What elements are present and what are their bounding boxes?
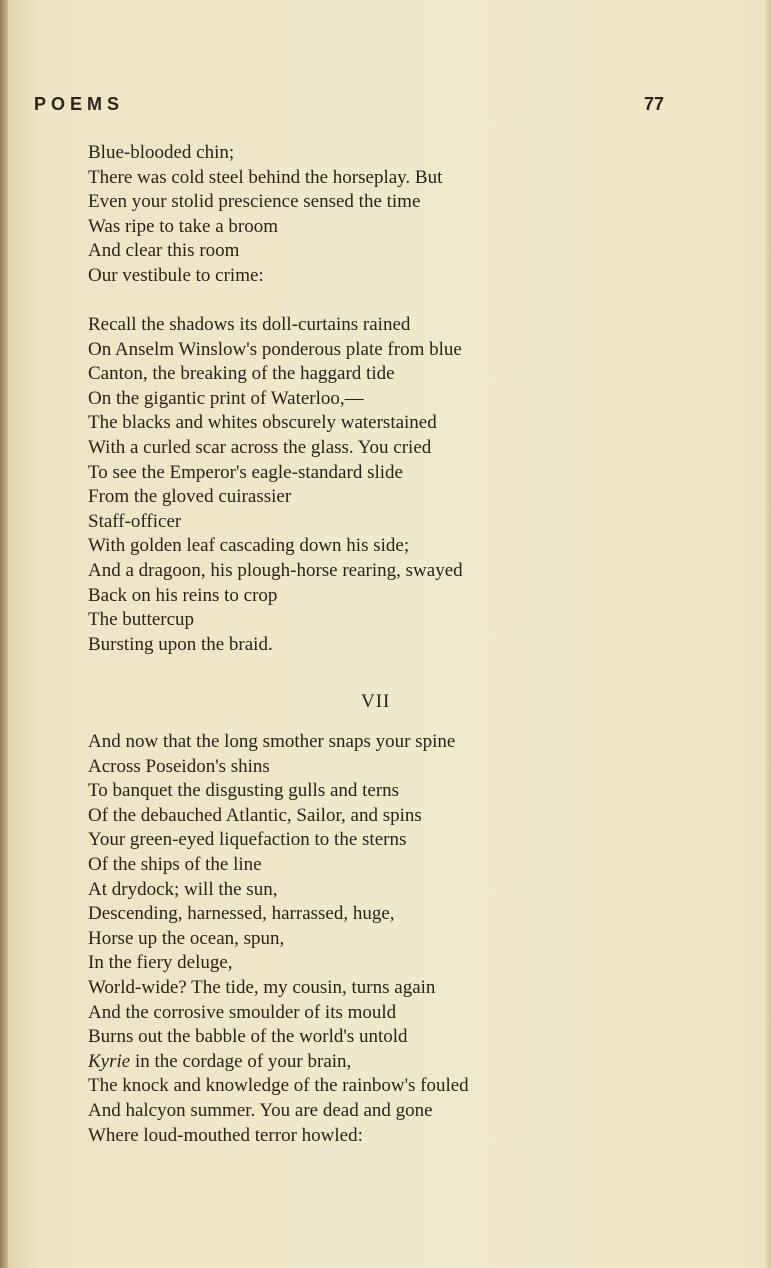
poem-line: Of the ships of the line (88, 853, 262, 875)
poem-line: With golden leaf cascading down his side; (88, 535, 410, 557)
section-numeral: VII (361, 691, 391, 712)
poem-line: Even your stolid prescience sensed the time (88, 191, 421, 213)
poem-line: Bursting upon the braid. (88, 633, 273, 655)
stanza (88, 141, 442, 289)
poem-line: Burns out the babble of the world's untold (88, 1026, 408, 1048)
poem-line: On Anselm Winslow's ponderous plate from blue (88, 338, 462, 360)
poem-line: Staff-officer (88, 510, 182, 532)
poem-line: With a curled scar across the glass. You cried (88, 436, 432, 458)
running-head: POEMS (34, 94, 125, 114)
poem-line: The knock and knowledge of the rainbow's fouled (88, 1075, 469, 1097)
line-text: in the cordage of your brain, (130, 1050, 352, 1072)
poem-line: Descending, harnessed, harrassed, huge, (88, 903, 395, 925)
poem-line: And clear this room (88, 240, 240, 262)
poem-line: Of the debauched Atlantic, Sailor, and spins (88, 804, 422, 826)
page-number: 77 (644, 94, 665, 114)
poem-line: The blacks and whites obscurely waterstained (88, 412, 437, 434)
poem-line: To banquet the disgusting gulls and terns (88, 780, 400, 802)
poem-line: The buttercup (88, 609, 195, 631)
poem-line: From the gloved cuirassier (88, 486, 292, 508)
poem-line: Back on his reins to crop (88, 584, 278, 606)
poem-line: To see the Emperor's eagle-standard slide (88, 461, 403, 483)
poem-line: And the corrosive smoulder of its mould (88, 1001, 397, 1023)
poem-line: And now that the long smother snaps your spine (88, 731, 456, 752)
poem-line: Horse up the ocean, spun, (88, 927, 285, 949)
poem-line: At drydock; will the sun, (88, 878, 278, 900)
poem-line: Our vestibule to crime: (88, 264, 264, 286)
poem-line: Canton, the breaking of the haggard tide (88, 363, 395, 385)
poem-line: World-wide? The tide, my cousin, turns again (88, 976, 436, 998)
poem-line: Where loud-mouthed terror howled: (88, 1124, 363, 1146)
italic-word: Kyrie (88, 1050, 131, 1072)
poem-line: There was cold steel behind the horseplay. But (88, 166, 443, 188)
poem-line: And halcyon summer. You are dead and gone (88, 1099, 433, 1121)
stanza (88, 730, 469, 1148)
poem-line: In the fiery deluge, (88, 952, 233, 974)
poem-line: And a dragoon, his plough-horse rearing, swayed (88, 559, 463, 581)
poem-line: Was ripe to take a broom (88, 215, 278, 237)
page-gutter-shadow (0, 0, 8, 1268)
poem-line: On the gigantic print of Waterloo,— (88, 387, 364, 409)
poem-line: Recall the shadows its doll-curtains rained (88, 314, 411, 335)
page-edge (765, 0, 771, 1268)
poem-line (88, 1050, 469, 1075)
poem-line: Blue-blooded chin; (88, 142, 235, 163)
poem-line: Your green-eyed liquefaction to the sterns (88, 829, 407, 851)
stanza (88, 313, 463, 657)
poem-line: Across Poseidon's shins (88, 755, 270, 777)
